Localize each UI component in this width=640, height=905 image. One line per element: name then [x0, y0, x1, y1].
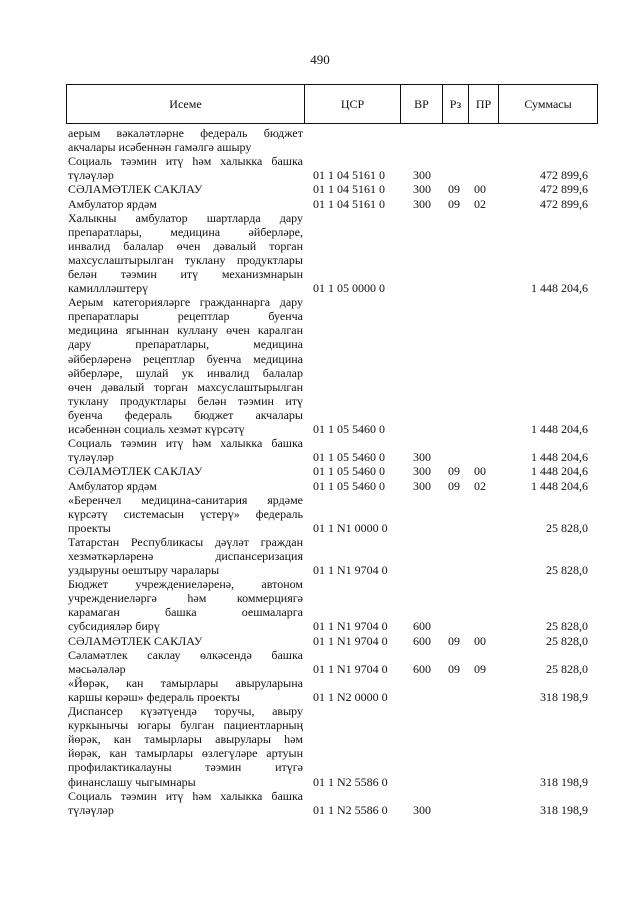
- row-csr: 01 1 04 5161 0: [313, 168, 385, 183]
- row-name-line: мәсьәләләр: [68, 661, 126, 676]
- row-sum: 318 198,9: [540, 689, 588, 704]
- header-sum: Суммасы: [524, 97, 572, 111]
- row-csr: 01 1 N2 5586 0: [313, 774, 388, 789]
- row-csr: 01 1 04 5161 0: [313, 182, 385, 197]
- row-name-line: карамаган башка оешмаларга: [68, 605, 303, 620]
- row-name-line: буенча федераль бюджет акчалары: [68, 407, 303, 422]
- row-sum: 25 828,0: [546, 633, 588, 648]
- row-name-line: препаратлары, медицина әйберләре,: [68, 224, 303, 239]
- row-vr: 600: [413, 619, 431, 634]
- row-name-line: Аерым категорияләрге гражданнарга дару: [68, 295, 303, 310]
- row-csr: 01 1 04 5161 0: [313, 196, 385, 211]
- row-csr: 01 1 N1 9704 0: [313, 633, 388, 648]
- row-name-line: йөрәк, кан тамырлары авырулары һәм: [68, 732, 303, 747]
- row-pr: 02: [474, 196, 486, 211]
- row-name-line: хезмәткәрләренә диспансеризация: [68, 548, 303, 563]
- row-csr: 01 1 05 5460 0: [313, 464, 385, 479]
- row-rz: 09: [448, 478, 460, 493]
- row-csr: 01 1 N1 9704 0: [313, 619, 388, 634]
- row-name-line: медицина ягыннан куллану өчен каралган: [68, 323, 303, 338]
- row-vr: 600: [413, 633, 431, 648]
- row-pr: 00: [474, 182, 486, 197]
- row-rz: 09: [448, 633, 460, 648]
- row-name-line: препаратлары рецептлар буенча: [68, 309, 303, 324]
- row-name-line: күрсәтү системасын үстерү» федераль: [68, 506, 303, 521]
- row-name-line: профилактикалауны тәэмин итүгә: [68, 760, 303, 775]
- row-pr: 02: [474, 478, 486, 493]
- row-sum: 25 828,0: [546, 661, 588, 676]
- row-csr: 01 1 N2 5586 0: [313, 802, 388, 817]
- row-sum: 1 448 204,6: [531, 281, 588, 296]
- header-vr: ВР: [401, 85, 443, 123]
- row-name-line: учреждениеләргә һәм коммерциягә: [68, 591, 303, 606]
- row-csr: 01 1 05 0000 0: [313, 281, 385, 296]
- row-vr: 300: [413, 802, 431, 817]
- row-vr: 300: [413, 478, 431, 493]
- row-name-line: камиллләштерү: [68, 281, 149, 296]
- row-pr: 00: [474, 633, 486, 648]
- header-csr: ЦСР: [305, 85, 401, 123]
- row-name-line: әйберләре, шулай ук инвалид балалар: [68, 365, 303, 380]
- row-sum: 318 198,9: [540, 774, 588, 789]
- header-name: Исеме: [67, 85, 305, 123]
- row-name-line: түләүләр: [68, 450, 114, 465]
- row-sum: 25 828,0: [546, 619, 588, 634]
- row-sum: 1 448 204,6: [531, 478, 588, 493]
- row-name-line: Сәламәтлек саклау өлкәсендә башка: [68, 647, 303, 662]
- row-name-line: «Беренчел медицина-санитария ярдәме: [68, 492, 303, 507]
- row-vr: 300: [413, 450, 431, 465]
- row-name-line: махсуслаштырылган туклану продуктлары: [68, 252, 303, 267]
- row-pr: 00: [474, 464, 486, 479]
- row-sum: 1 448 204,6: [531, 450, 588, 465]
- row-name-line: Амбулатор ярдәм: [68, 478, 157, 493]
- row-name-line: Диспансер күзәтүендә торучы, авыру: [68, 704, 303, 719]
- row-sum: 318 198,9: [540, 802, 588, 817]
- row-name-line: Татарстан Республикасы дәүләт граждан: [68, 534, 303, 549]
- row-name-line: дару препаратлары, медицина: [68, 337, 303, 352]
- row-name-line: түләүләр: [68, 802, 114, 817]
- row-sum: 25 828,0: [546, 563, 588, 578]
- row-name-line: «Йөрәк, кан тамырлары авыруларына: [68, 675, 303, 690]
- row-name-line: куркынычы югары булган пациентларның: [68, 718, 303, 733]
- row-name-line: СӘЛАМӘТЛЕК САКЛАУ: [68, 182, 203, 197]
- row-name-line: уздыруны оештыру чаралары: [68, 563, 220, 578]
- row-sum: 472 899,6: [540, 182, 588, 197]
- row-vr: 300: [413, 464, 431, 479]
- row-rz: 09: [448, 464, 460, 479]
- row-name-line: субсидияләр бирү: [68, 619, 160, 634]
- row-rz: 09: [448, 196, 460, 211]
- row-vr: 600: [413, 661, 431, 676]
- page-number: 490: [310, 52, 330, 67]
- row-name-line: белән тәэмин итү механизмнарын: [68, 266, 303, 281]
- row-vr: 300: [413, 196, 431, 211]
- row-name-line: Социаль тәэмин итү һәм халыкка башка: [68, 788, 303, 803]
- row-vr: 300: [413, 182, 431, 197]
- row-name-line: түләүләр: [68, 168, 114, 183]
- row-name-line: әйберләренә рецептлар буенча медицина: [68, 351, 303, 366]
- row-sum: 472 899,6: [540, 196, 588, 211]
- row-name-line: Амбулатор ярдәм: [68, 196, 157, 211]
- row-name-line: Халыкны амбулатор шартларда дару: [68, 210, 303, 225]
- row-pr: 09: [474, 661, 486, 676]
- row-csr: 01 1 05 5460 0: [313, 478, 385, 493]
- row-csr: 01 1 N2 0000 0: [313, 689, 388, 704]
- row-sum: 1 448 204,6: [531, 422, 588, 437]
- row-name-line: Социаль тәэмин итү һәм халыкка башка: [68, 436, 303, 451]
- row-rz: 09: [448, 182, 460, 197]
- header-pr: ПР: [469, 85, 499, 123]
- row-csr: 01 1 N1 9704 0: [313, 661, 388, 676]
- row-csr: 01 1 05 5460 0: [313, 450, 385, 465]
- row-csr: 01 1 N1 0000 0: [313, 520, 388, 535]
- row-vr: 300: [413, 168, 431, 183]
- header-rz: Рз: [443, 85, 469, 123]
- row-name-line: Социаль тәэмин итү һәм халыкка башка: [68, 154, 303, 169]
- row-rz: 09: [448, 661, 460, 676]
- row-csr: 01 1 N1 9704 0: [313, 563, 388, 578]
- row-name-line: проекты: [68, 520, 111, 535]
- row-name-line: инвалид балалар өчен дәвалый торган: [68, 238, 303, 253]
- row-sum: 25 828,0: [546, 520, 588, 535]
- row-name-line: исәбеннән социаль хезмәт күрсәтү: [68, 422, 245, 437]
- row-name-line: туклану продуктлары белән тәэмин итү: [68, 393, 303, 408]
- row-name-line: финанслашу чыгымнары: [68, 774, 196, 789]
- row-sum: 1 448 204,6: [531, 464, 588, 479]
- row-name-line: өчен дәвалый торган махсуслаштырылган: [68, 379, 303, 394]
- row-name-line: акчалары исәбеннән гамәлгә ашыру: [68, 140, 252, 155]
- row-name-line: аерым вәкаләтләрне федераль бюджет: [68, 126, 303, 140]
- row-csr: 01 1 05 5460 0: [313, 422, 385, 437]
- row-name-line: йөрәк, кан тамырлары өзлегүләре артуын: [68, 746, 303, 761]
- row-name-line: СӘЛАМӘТЛЕК САКЛАУ: [68, 464, 203, 479]
- row-name-line: Бюджет учреждениеләренә, автоном: [68, 577, 303, 592]
- row-name-line: СӘЛАМӘТЛЕК САКЛАУ: [68, 633, 203, 648]
- row-name-line: каршы көрәш» федераль проекты: [68, 689, 240, 704]
- row-sum: 472 899,6: [540, 168, 588, 183]
